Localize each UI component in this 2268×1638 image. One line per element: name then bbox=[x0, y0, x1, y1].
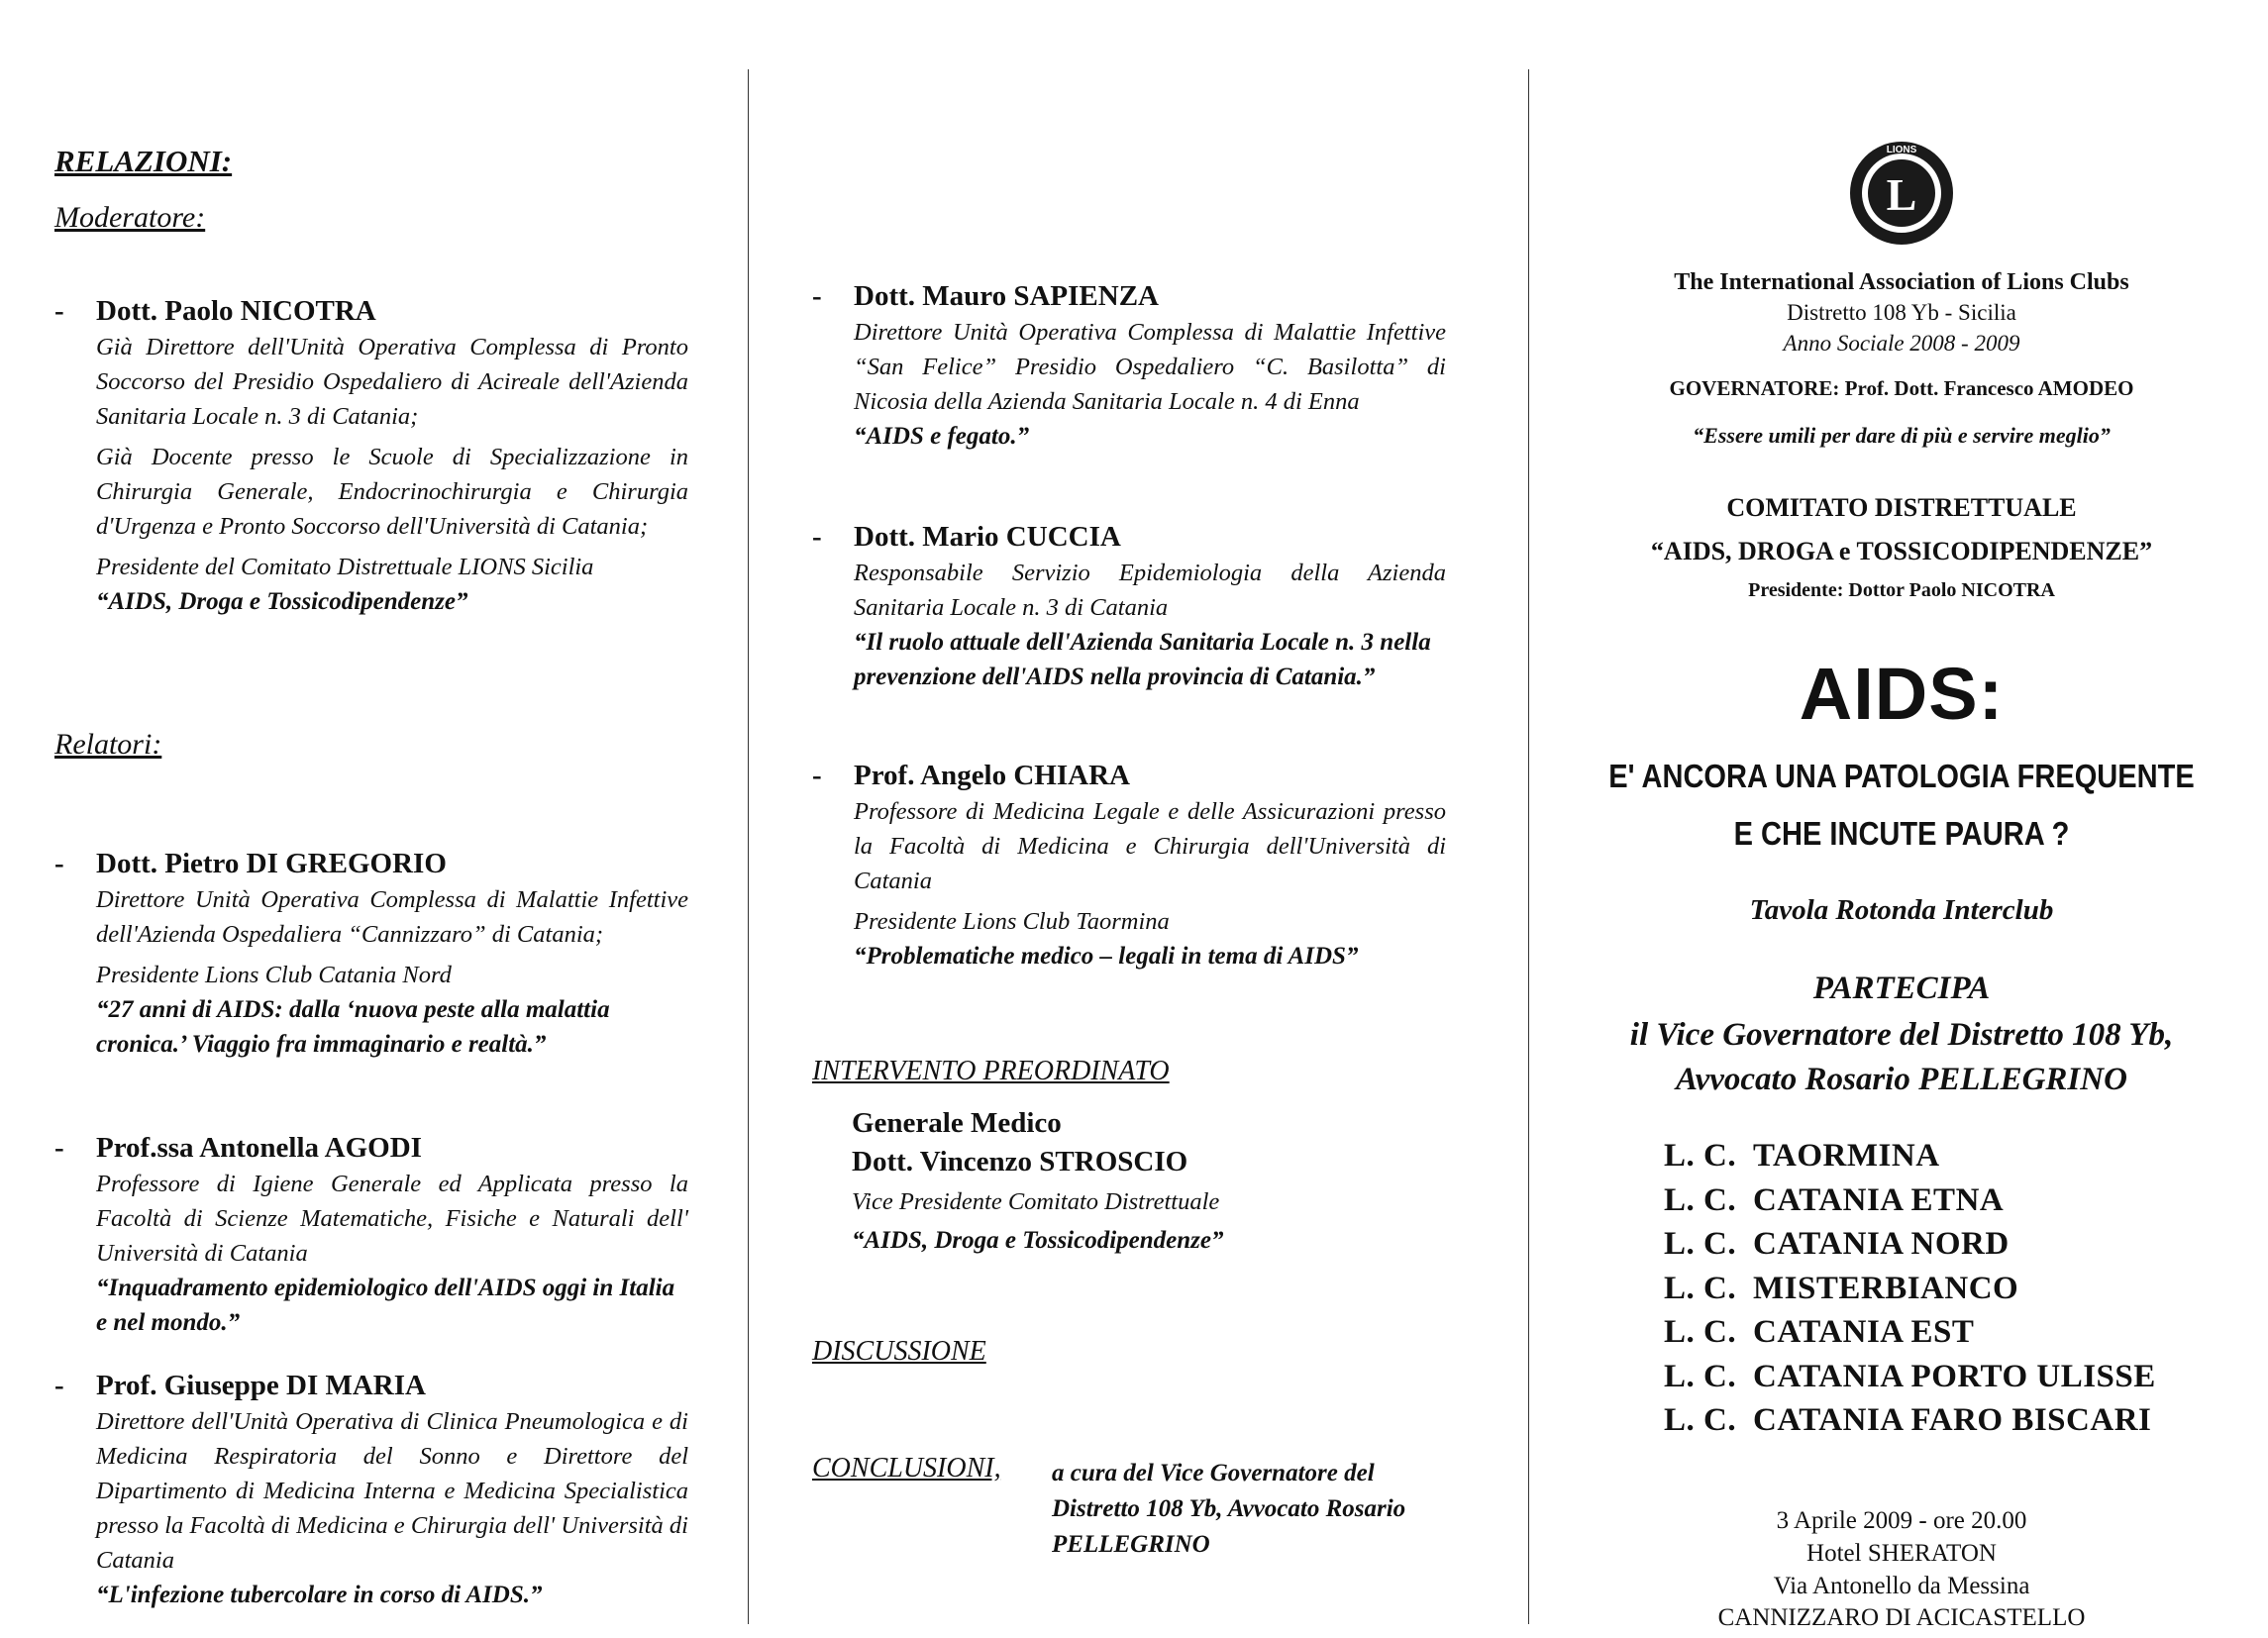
speaker-desc: Direttore Unità Operativa Complessa di Malattie Infettive “San Felice” Presidio Ospedaliero “C. Basilotta” di Nicosia della Azienda Sanitaria Locale n. 4 di Enna bbox=[854, 319, 1446, 415]
talk-title: “Il ruolo attuale dell'Azienda Sanitaria Locale n. 3 nella prevenzione dell'AIDS nella provincia di Catania.” bbox=[854, 629, 1431, 690]
club-item bbox=[1664, 1178, 2156, 1223]
relazioni-heading: RELAZIONI: bbox=[54, 144, 233, 178]
speaker-desc: Già Docente presso le Scuole di Specializzazione in Chirurgia Generale, Endocrinochirurgia e Chirurgia d'Urgenza e Pronto Soccorso dell'Università di Catania; bbox=[96, 444, 688, 540]
relatore-entry: - Dott. Mario CUCCIA Responsabile Servizio Epidemiologia della Azienda Sanitaria Locale n. 3 di Catania “Il ruolo attuale dell'Azienda Sanitaria Locale n. 3 nella prevenzione dell'AIDS nella provincia di Catania.” bbox=[812, 521, 1446, 694]
discussione-heading: DISCUSSIONE bbox=[812, 1336, 986, 1367]
talk-title: “AIDS, Droga e Tossicodipendenze” bbox=[96, 588, 468, 615]
speaker-name: Prof. Giuseppe DI MARIA bbox=[96, 1370, 426, 1401]
speaker-desc: Direttore Unità Operativa Complessa di Malattie Infettive dell'Azienda Ospedaliera “Cannizzaro” di Catania; bbox=[96, 886, 688, 948]
speaker-desc: Responsabile Servizio Epidemiologia della Azienda Sanitaria Locale n. 3 di Catania bbox=[854, 560, 1446, 621]
speaker-desc: Presidente Lions Club Catania Nord bbox=[96, 962, 452, 988]
right-panel bbox=[1545, 0, 2258, 1638]
relatore-entry: - Prof. Angelo CHIARA Professore di Medicina Legale e delle Assicurazioni presso la Facoltà di Medicina e Chirurgia dell'Università di Catania Presidente Lions Club Taormina “Problematiche medico – legali in tema di AIDS” bbox=[812, 760, 1446, 973]
club-name: CATANIA NORD bbox=[1753, 1226, 2010, 1262]
club-item bbox=[1664, 1398, 2156, 1443]
relatori-label: Relatori: bbox=[54, 728, 162, 761]
intervento-entry bbox=[812, 1107, 1446, 1258]
club-prefix: L. C. bbox=[1664, 1226, 1737, 1262]
committee-name: “AIDS, DROGA e TOSSICODIPENDENZE” bbox=[1650, 537, 2153, 565]
club-prefix: L. C. bbox=[1664, 1270, 1737, 1306]
speaker-name: Prof.ssa Antonella AGODI bbox=[96, 1132, 422, 1164]
relatore-entry: - Prof. Giuseppe DI MARIA Direttore dell'Unità Operativa di Clinica Pneumologica e di Medicina Respiratoria del Sonno e Direttore del Dipartimento di Medicina Interna e Medicina Specialistica presso la Facoltà di Medicina e Chirurgia dell' Università di Catania “L'infezione tubercolare in corso di AIDS.” bbox=[54, 1370, 688, 1612]
intervento-heading: INTERVENTO PREORDINATO bbox=[812, 1056, 1170, 1086]
club-name: CATANIA FARO BISCARI bbox=[1753, 1402, 2152, 1438]
club-item bbox=[1664, 1310, 2156, 1355]
club-prefix: L. C. bbox=[1664, 1402, 1737, 1438]
club-name: CATANIA EST bbox=[1753, 1314, 1975, 1350]
fold-line-right bbox=[1528, 69, 1529, 1624]
club-prefix: L. C. bbox=[1664, 1314, 1737, 1350]
lions-logo-letter: L bbox=[1886, 169, 1917, 220]
speaker-desc: Professore di Medicina Legale e delle Assicurazioni presso la Facoltà di Medicina e Chirurgia dell'Università di Catania bbox=[854, 798, 1446, 894]
relatore-entry: - Dott. Pietro DI GREGORIO Direttore Unità Operativa Complessa di Malattie Infettive dell'Azienda Ospedaliera “Cannizzaro” di Catania; Presidente Lions Club Catania Nord “27 anni di AIDS: dalla ‘nuova peste alla malattia cronica.’ Viaggio fra immaginario e realtà.” bbox=[54, 848, 688, 1062]
subtitle-line-2: E CHE INCUTE PAURA ? bbox=[1733, 815, 2070, 852]
moderatore-label: Moderatore: bbox=[54, 201, 206, 234]
district: Distretto 108 Yb - Sicilia bbox=[1787, 300, 2016, 325]
talk-title: “AIDS e fegato.” bbox=[854, 423, 1030, 450]
speaker-desc: Presidente Lions Club Taormina bbox=[854, 908, 1170, 935]
speaker-name: Dott. Mario CUCCIA bbox=[854, 521, 1121, 553]
speaker-name: Dott. Mauro SAPIENZA bbox=[854, 280, 1159, 312]
relatore-entry: - Prof.ssa Antonella AGODI Professore di Igiene Generale ed Applicata presso la Facoltà di Scienze Matematiche, Fisiche e Naturali dell' Università di Catania “Inquadramento epidemiologico dell'AIDS oggi in Italia e nel mondo.” bbox=[54, 1132, 688, 1340]
event-city: CANNIZZARO DI ACICASTELLO bbox=[1717, 1604, 2086, 1631]
vice-governor-line-1: il Vice Governatore del Distretto 108 Yb, bbox=[1629, 1017, 2174, 1053]
speaker-name: Dott. Pietro DI GREGORIO bbox=[96, 848, 447, 879]
org-name: The International Association of Lions Clubs bbox=[1674, 269, 2129, 295]
left-panel bbox=[54, 0, 688, 1638]
social-year: Anno Sociale 2008 - 2009 bbox=[1783, 331, 2020, 356]
event-type: Tavola Rotonda Interclub bbox=[1749, 894, 2054, 926]
club-prefix: L. C. bbox=[1664, 1181, 1737, 1218]
club-prefix: L. C. bbox=[1664, 1138, 1737, 1174]
partecipa: PARTECIPA bbox=[1812, 971, 1991, 1006]
governor: GOVERNATORE: Prof. Dott. Francesco AMODEO bbox=[1669, 376, 2134, 400]
motto: “Essere umili per dare di più e servire meglio” bbox=[1693, 423, 2111, 448]
event-date: 3 Aprile 2009 - ore 20.00 bbox=[1776, 1507, 2027, 1534]
conclusioni-heading: CONCLUSIONI, bbox=[812, 1453, 1001, 1484]
moderatore-entry: - Dott. Paolo NICOTRA Già Direttore dell'Unità Operativa Complessa di Pronto Soccorso del Presidio Ospedaliero di Acireale dell'Azienda Sanitaria Locale n. 3 di Catania; Già Docente presso le Scuole di Specializzazione in Chirurgia Generale, Endocrinochirurgia e Chirurgia d'Urgenza e Pronto Soccorso dell'Università di Catania; Presidente del Comitato Distrettuale LIONS Sicilia “AIDS, Droga e Tossicodipendenze” bbox=[54, 295, 688, 619]
talk-title: “L'infezione tubercolare in corso di AIDS.” bbox=[96, 1582, 543, 1608]
middle-panel bbox=[812, 0, 1446, 1638]
talk-title: “Inquadramento epidemiologico dell'AIDS oggi in Italia e nel mondo.” bbox=[96, 1275, 675, 1336]
club-name: MISTERBIANCO bbox=[1753, 1270, 2019, 1306]
club-name: CATANIA ETNA bbox=[1753, 1181, 2005, 1218]
conclusioni-text: a cura del Vice Governatore del Distretto 108 Yb, Avvocato Rosario PELLEGRINO bbox=[1052, 1460, 1406, 1558]
event-address: Via Antonello da Messina bbox=[1773, 1573, 2030, 1599]
club-name: TAORMINA bbox=[1753, 1138, 1940, 1174]
lions-logo bbox=[1847, 139, 1956, 248]
club-prefix: L. C. bbox=[1664, 1358, 1737, 1394]
speaker-name: Dott. Vincenzo STROSCIO bbox=[852, 1146, 1188, 1177]
speaker-desc: Direttore dell'Unità Operativa di Clinica Pneumologica e di Medicina Respiratoria del Sonno e Direttore del Dipartimento di Medicina Interna e Medicina Specialistica presso la Facoltà di Medicina e Chirurgia dell' Università di Catania bbox=[96, 1408, 688, 1574]
lions-logo-word: LIONS bbox=[1886, 145, 1917, 155]
page-title: AIDS: bbox=[1799, 653, 2005, 735]
speaker-desc: Professore di Igiene Generale ed Applicata presso la Facoltà di Scienze Matematiche, Fisiche e Naturali dell' Università di Catania bbox=[96, 1171, 688, 1267]
committee: COMITATO DISTRETTUALE bbox=[1726, 493, 2077, 522]
talk-title: “Problematiche medico – legali in tema di AIDS” bbox=[854, 943, 1359, 970]
committee-president: Presidente: Dottor Paolo NICOTRA bbox=[1748, 579, 2055, 601]
club-item bbox=[1664, 1355, 2156, 1399]
club-item bbox=[1664, 1134, 2156, 1178]
speaker-desc: Già Direttore dell'Unità Operativa Complessa di Pronto Soccorso del Presidio Ospedaliero di Acireale dell'Azienda Sanitaria Locale n. 3 di Catania; bbox=[96, 334, 688, 430]
club-item bbox=[1664, 1222, 2156, 1267]
event-venue: Hotel SHERATON bbox=[1806, 1540, 1997, 1567]
intervento-rank: Generale Medico bbox=[852, 1107, 1062, 1139]
club-name: CATANIA PORTO ULISSE bbox=[1753, 1358, 2156, 1394]
club-list bbox=[1664, 1134, 2156, 1443]
vice-governor-line-2: Avvocato Rosario PELLEGRINO bbox=[1676, 1062, 2127, 1097]
talk-title: “27 anni di AIDS: dalla ‘nuova peste alla malattia cronica.’ Viaggio fra immaginario e realtà.” bbox=[96, 996, 610, 1058]
speaker-desc: Vice Presidente Comitato Distrettuale bbox=[852, 1188, 1220, 1215]
subtitle-line-1: E' ANCORA UNA PATOLOGIA FREQUENTE bbox=[1608, 758, 2195, 794]
club-item bbox=[1664, 1267, 2156, 1311]
speaker-desc: Presidente del Comitato Distrettuale LIONS Sicilia bbox=[96, 554, 594, 580]
speaker-name: Prof. Angelo CHIARA bbox=[854, 760, 1130, 791]
talk-title: “AIDS, Droga e Tossicodipendenze” bbox=[852, 1227, 1224, 1254]
speaker-name: Dott. Paolo NICOTRA bbox=[96, 295, 376, 327]
fold-line-left bbox=[748, 69, 749, 1624]
relatore-entry: - Dott. Mauro SAPIENZA Direttore Unità Operativa Complessa di Malattie Infettive “San Felice” Presidio Ospedaliero “C. Basilotta” di Nicosia della Azienda Sanitaria Locale n. 4 di Enna “AIDS e fegato.” bbox=[812, 280, 1446, 454]
